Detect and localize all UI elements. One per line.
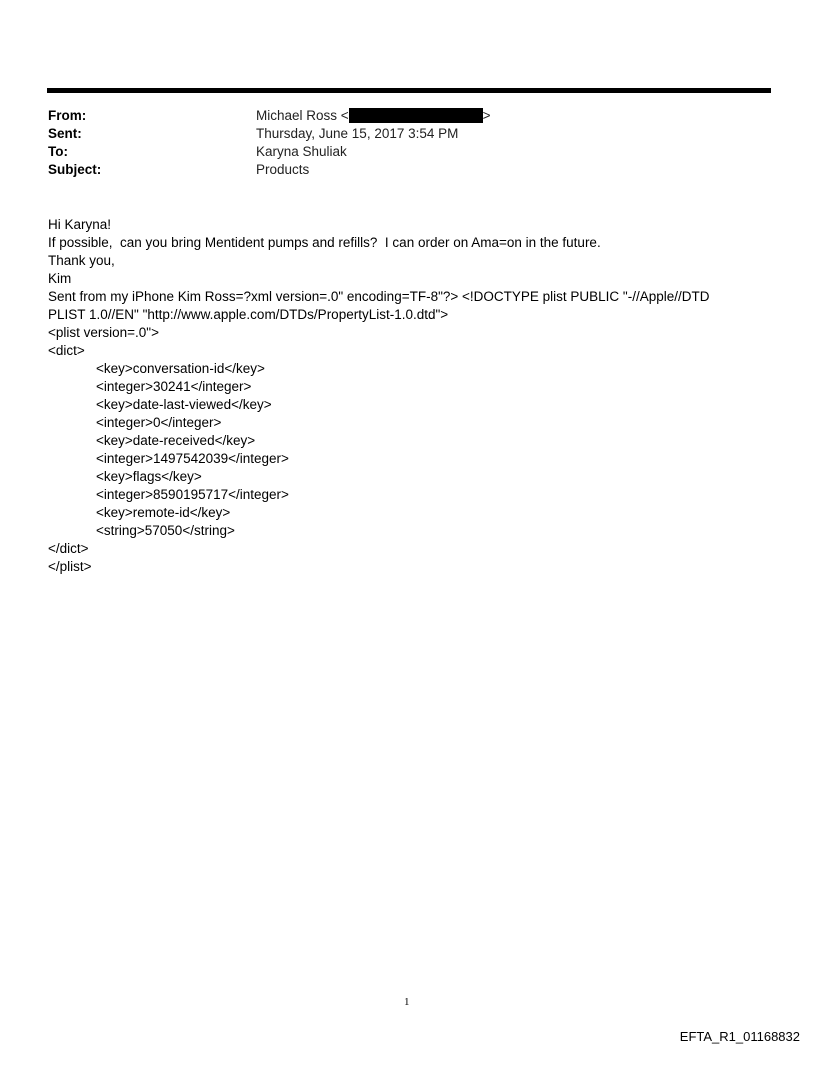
from-label: From: — [48, 108, 87, 123]
from-close: > — [482, 108, 491, 123]
email-body — [48, 216, 748, 576]
redaction-box — [349, 108, 483, 123]
from-name: Michael Ross < — [256, 108, 349, 123]
dict-line: <integer>8590195717</integer> — [96, 487, 289, 502]
dict-line: <key>flags</key> — [96, 469, 202, 484]
to-label: To: — [48, 144, 68, 159]
dict-line: <key>remote-id</key> — [96, 505, 231, 520]
body-line: Hi Karyna! — [48, 217, 112, 232]
dict-line: <string>57050</string> — [96, 523, 235, 538]
closing-line: </plist> — [48, 559, 92, 574]
to-value: Karyna Shuliak — [256, 144, 347, 159]
body-line: Sent from my iPhone Kim Ross=?xml version=.0" encoding=TF-8"?> <!DOCTYPE plist PUBLIC "-//Apple//DTD PLIST 1.0//EN" "http://www.apple.com/DTDs/PropertyList-1.0.dtd"> — [48, 289, 714, 322]
body-line: Thank you, — [48, 253, 115, 268]
dict-line: <integer>0</integer> — [96, 415, 222, 430]
page-number: 1 — [404, 996, 410, 1008]
body-line: <dict> — [48, 343, 85, 358]
dict-line: <integer>1497542039</integer> — [96, 451, 289, 466]
dict-line: <key>date-received</key> — [96, 433, 256, 448]
header-rule — [47, 88, 771, 93]
body-line: Kim — [48, 271, 72, 286]
dict-line: <key>conversation-id</key> — [96, 361, 265, 376]
dict-line: <integer>30241</integer> — [96, 379, 252, 394]
footer-id: EFTA_R1_01168832 — [679, 1029, 800, 1044]
sent-label: Sent: — [48, 126, 82, 141]
closing-line: </dict> — [48, 541, 89, 556]
subject-label: Subject: — [48, 162, 102, 177]
dict-line: <key>date-last-viewed</key> — [96, 397, 272, 412]
body-line: If possible, can you bring Mentident pumps and refills? I can order on Ama=on in the future. — [48, 235, 601, 250]
sent-value: Thursday, June 15, 2017 3:54 PM — [256, 126, 459, 141]
subject-value: Products — [256, 162, 310, 177]
body-line: <plist version=.0"> — [48, 325, 159, 340]
